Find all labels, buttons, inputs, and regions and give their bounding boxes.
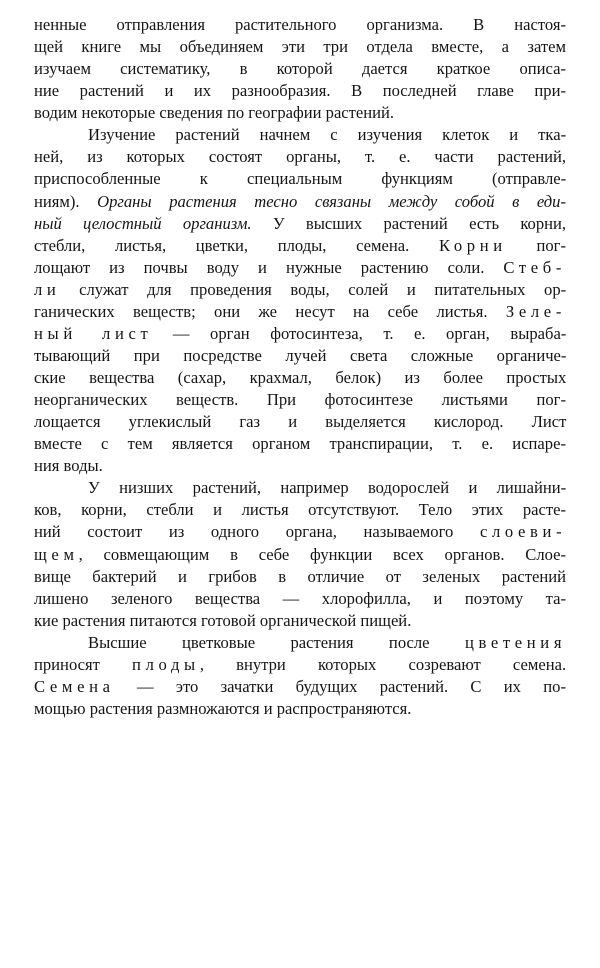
text-run: , совмещающим в себе функции всех органов. Слое-: [78, 544, 566, 564]
text-line: [34, 58, 566, 80]
text-run: водим некоторые сведения по географии растений.: [34, 103, 395, 123]
paragraph: [34, 477, 566, 631]
text-run: ние растений и их разнообразия. В последней главе при-: [34, 81, 566, 101]
text-run: щей книге мы объединяем эти три отдела вместе, а затем: [34, 37, 566, 57]
text-line: [34, 676, 566, 698]
paragraph: [34, 632, 566, 720]
book-page: [34, 14, 566, 720]
text-line: [34, 124, 566, 146]
text-line: [34, 544, 566, 566]
text-run: ские вещества (сахар, крахмал, белок) из более простых: [34, 368, 567, 387]
text-line: [34, 235, 566, 257]
text-run: — это зачатки будущих растений. С их по-: [114, 676, 566, 696]
text-run: тывающий при посредстве лучей света сложные органиче-: [34, 345, 567, 365]
text-run: неорганических веществ. При фотосинтезе листьями пог-: [34, 390, 566, 410]
spaced-emphasis-term: Зеле-: [505, 301, 566, 321]
text-run: стебли, листья, цветки, плоды, семена.: [34, 235, 439, 255]
text-line: [34, 345, 566, 367]
spaced-emphasis-term: Корни: [438, 235, 507, 255]
text-run: ниям).: [34, 191, 98, 211]
text-line: [34, 323, 566, 345]
text-line: [34, 191, 566, 213]
text-run: мощью растения размножаются и распространяются.: [34, 698, 412, 718]
text-run: ния воды.: [34, 456, 103, 476]
text-line: [34, 102, 566, 124]
text-line: [34, 455, 566, 477]
text-run: Изучение растений начнем с изучения клеток и тка-: [88, 125, 567, 145]
text-line: [34, 477, 566, 499]
text-line: [34, 566, 566, 588]
text-line: [34, 389, 566, 411]
text-line: [34, 632, 566, 654]
text-line: [34, 257, 566, 279]
text-line: [34, 213, 566, 235]
spaced-emphasis-term: ли: [34, 279, 61, 299]
text-run: ненные отправления растительного организма. В настоя-: [34, 15, 566, 34]
text-line: [34, 279, 566, 301]
text-line: [34, 367, 566, 389]
text-run: лощают из почвы воду и нужные растению соли.: [34, 257, 504, 277]
text-run: ков, корни, стебли и листья отсутствуют. Тело этих расте-: [34, 500, 566, 520]
text-run: приносят: [34, 654, 133, 674]
text-line: [34, 146, 566, 168]
spaced-emphasis-term: плоды: [132, 654, 200, 674]
text-run: ний состоит из одного органа, называемого: [34, 522, 480, 542]
text-line: [34, 14, 566, 36]
spaced-emphasis-term: щем: [34, 544, 79, 564]
text-line: [34, 698, 566, 720]
text-line: [34, 499, 566, 521]
spaced-emphasis-term: ный лист: [34, 323, 153, 343]
text-run: У низших растений, например водорослей и лишайни-: [88, 478, 567, 498]
text-line: [34, 433, 566, 455]
text-run: У высших растений есть корни,: [251, 213, 567, 233]
text-line: [34, 36, 566, 58]
text-run: служат для проведения воды, солей и питательных ор-: [60, 279, 567, 299]
text-run: кие растения питаются готовой органической пищей.: [34, 610, 412, 630]
paragraph: [34, 14, 566, 124]
text-line: [34, 80, 566, 102]
text-run: ней, из которых состоят органы, т. е. части растений,: [34, 147, 566, 167]
text-run: пог-: [506, 235, 566, 255]
text-line: [34, 521, 566, 543]
text-run: ганических веществ; они же несут на себе листья.: [34, 301, 506, 321]
text-line: [34, 588, 566, 610]
text-run: , внутри которых созревают семена.: [199, 654, 567, 674]
text-run: приспособленные к специальным функциям (отправле-: [34, 169, 567, 189]
italic-emphasis: ный целостный организм.: [34, 213, 252, 233]
spaced-emphasis-term: Стеб-: [503, 257, 567, 277]
spaced-emphasis-term: Семена: [34, 676, 115, 696]
text-line: [34, 610, 566, 632]
text-line: [34, 168, 566, 190]
text-run: лощается углекислый газ и выделяется кислород. Лист: [34, 412, 567, 432]
text-run: Высшие цветковые растения после: [88, 632, 465, 652]
text-line: [34, 411, 566, 433]
text-run: изучаем систематику, в которой дается краткое описа-: [34, 59, 566, 79]
text-line: [34, 301, 566, 323]
spaced-emphasis-term: цветения: [464, 632, 567, 652]
spaced-emphasis-term: слоеви-: [479, 522, 567, 542]
text-run: лишено зеленого вещества — хлорофилла, и поэтому та-: [34, 588, 566, 608]
paragraph: [34, 124, 566, 477]
text-run: вместе с тем является органом транспирации, т. е. испаре-: [34, 434, 566, 454]
italic-emphasis: Органы растения тесно связаны между собой в еди-: [97, 191, 567, 211]
text-run: вище бактерий и грибов в отличие от зеленых растений: [34, 566, 566, 586]
text-line: [34, 654, 566, 676]
text-run: — орган фотосинтеза, т. е. орган, выраба-: [152, 323, 567, 343]
